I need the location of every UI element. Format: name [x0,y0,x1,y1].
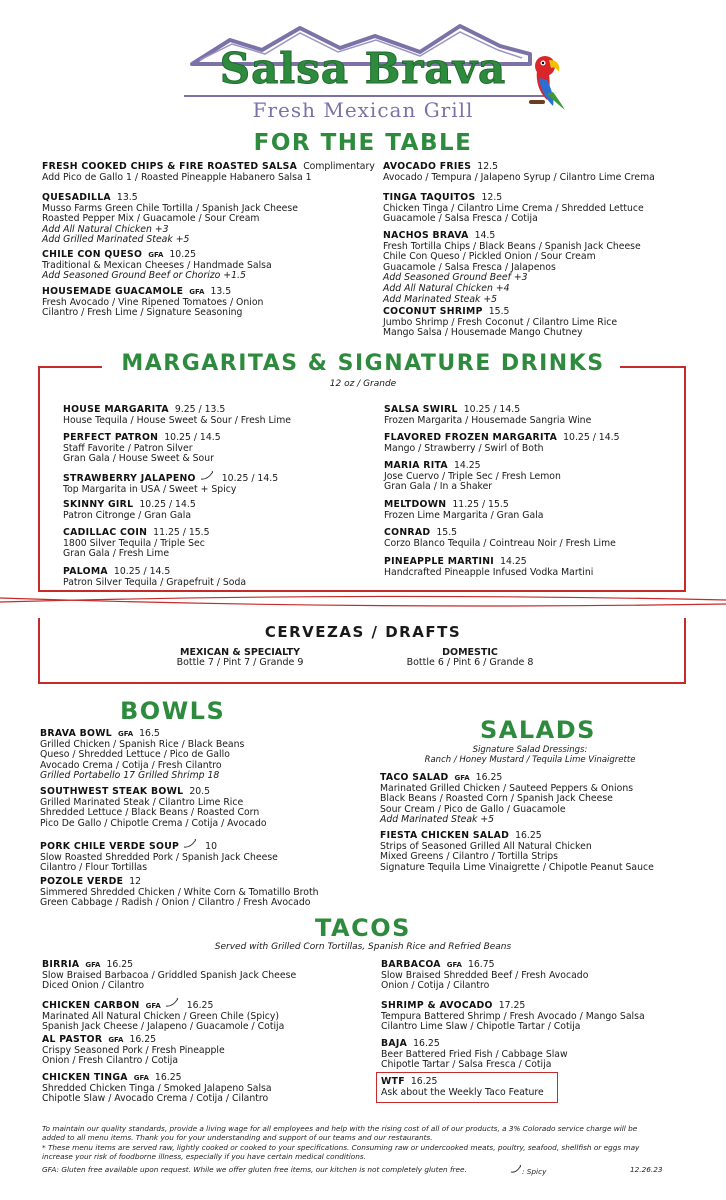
menu-item-name: CADILLAC COIN [63,527,148,538]
menu-item-price: 16.25 [413,1038,440,1049]
menu-item-price: 12.5 [477,161,498,172]
menu-item-description: Shredded Chicken Tinga / Smoked Jalapeno Salsa [42,1082,272,1094]
menu-item [380,773,633,826]
menu-item [63,433,221,465]
menu-item-price: 10.25 [169,249,197,260]
menu-item-name: CHICKEN TINGA [42,1072,128,1083]
pepper-icon [165,998,181,1012]
salad-dressings: Ranch / Honey Mustard / Tequila Lime Vinaigrette [424,755,636,765]
salads-title: SALADS [480,716,596,744]
menu-item [63,567,246,588]
menu-item-price: 10.25 / 14.5 [113,566,171,577]
margaritas-subtitle: 12 oz / Grande [329,379,397,389]
menu-item-description: Green Cabbage / Radish / Onion / Cilantro / Fresh Avocado [40,897,311,909]
menu-item-description: Cilantro Lime Slaw / Chipotle Tartar / Cotija [381,1021,581,1033]
menu-item-description: 1800 Silver Tequila / Triple Sec [63,537,205,549]
menu-item-description: Fresh Avocado / Vine Ripened Tomatoes / Onion [42,296,264,308]
menu-item-description: Frozen Margarita / Housemade Sangria Wine [384,414,592,426]
menu-item-price: Complimentary [303,161,375,172]
menu-item-addon: Add All Natural Chicken +3 [42,223,169,235]
gluten-free-badge: GFA [148,251,164,259]
menu-item-name: WTF [381,1076,405,1087]
menu-item-name: AVOCADO FRIES [383,161,472,172]
menu-item [40,729,244,782]
menu-item-price: 16.25 [129,1034,157,1045]
menu-item-description: Patron Silver Tequila / Grapefruit / Soda [63,576,247,588]
menu-item [384,433,619,454]
menu-item-price: 9.25 / 13.5 [174,404,226,415]
gluten-free-badge: GFA [446,961,462,969]
menu-item-description: Chicken Tinga / Cilantro Lime Crema / Shredded Lettuce [383,202,644,214]
raw-food-note [42,1144,692,1161]
brand-name: Salsa Brava [219,44,507,93]
salad-dressings-title: Signature Salad Dressings: [472,745,588,755]
menu-item-description: House Tequila / House Sweet & Sour / Fresh Lime [63,414,292,426]
gluten-free-note: GFA: Gluten free available upon request. While we offer gluten free items, our kitchen is not completely gluten free. [42,1165,467,1174]
menu-item-name: PINEAPPLE MARTINI [384,556,495,567]
menu-item-price: 10.25 / 14.5 [221,473,279,484]
menu-item [383,193,644,225]
menu-item-price: 10.25 / 14.5 [139,499,196,510]
menu-item-name: SHRIMP & AVOCADO [381,1000,493,1011]
menu-date: 12.26.23 [630,1165,663,1174]
gluten-free-badge: GFA [85,961,101,969]
menu-item-addon: Add Marinated Steak +5 [380,814,495,826]
menu-item-description: Musso Farms Green Chile Tortilla / Spanish Jack Cheese [42,202,298,214]
menu-item-description: Chipotle Slaw / Avocado Crema / Cotija / Cilantro [42,1093,269,1105]
menu-item-price: 15.5 [436,527,458,538]
menu-item [63,471,278,495]
menu-item-description: Top Margarita in USA / Sweet + Spicy [63,483,237,495]
menu-item-description: Corzo Blanco Tequila / Cointreau Noir / Fresh Lime [384,537,616,549]
menu-item-price: 16.25 [410,1076,438,1087]
mexican-specialty-title: MEXICAN & SPECIALTY [180,647,300,658]
menu-item-description: Grilled Chicken / Spanish Rice / Black Beans [40,738,245,750]
menu-item-price: 16.25 [186,1000,214,1011]
menu-item-addon: Add Seasoned Ground Beef +3 [383,272,528,284]
menu-item-description: Traditional & Mexican Cheeses / Handmade Salsa [42,259,272,271]
parrot-icon [525,50,573,112]
menu-item-name: BRAVA BOWL [40,728,112,739]
domestic-prices: Bottle 6 / Pint 6 / Grande 8 [406,657,534,668]
menu-item [42,162,375,183]
brand-tagline: Fresh Mexican Grill [252,98,474,122]
mexican-specialty-prices: Bottle 7 / Pint 7 / Grande 9 [176,657,304,668]
menu-item-price: 10 [205,841,218,852]
tacos-title: TACOS [315,914,411,942]
menu-item-description: Crispy Seasoned Pork / Fresh Pineapple [42,1044,225,1056]
menu-item-description: Pico De Gallo / Chipotle Crema / Cotija / Avocado [40,817,267,829]
menu-item-name: HOUSEMADE GUACAMOLE [42,286,184,297]
gluten-free-badge: GFA [189,288,205,296]
menu-item-description: Slow Roasted Shredded Pork / Spanish Jack Cheese [40,851,278,863]
gluten-free-badge: GFA [145,1002,161,1010]
menu-item-description: Chipotle Tartar / Salsa Fresca / Cotija [381,1059,552,1071]
menu-item [383,162,655,183]
menu-item-price: 17.25 [498,1000,526,1011]
menu-item-description: Gran Gala / Fresh Lime [63,548,170,560]
menu-item-price: 12 [129,876,142,887]
menu-item-name: CHICKEN CARBON [42,1000,140,1011]
menu-item-description: Gran Gala / House Sweet & Sour [63,453,214,465]
gluten-free-badge: GFA [133,1074,149,1082]
menu-item-name: PERFECT PATRON [63,432,159,443]
menu-item-price: 10.25 / 14.5 [164,432,221,443]
menu-item [63,528,210,560]
cervezas-title: CERVEZAS / DRAFTS [264,623,462,641]
menu-item-name: QUESADILLA [42,192,111,203]
menu-item-description: Handcrafted Pineapple Infused Vodka Martini [384,566,594,578]
menu-item-description: Mango / Strawberry / Swirl of Both [384,442,544,454]
menu-item-description: Add Pico de Gallo 1 / Roasted Pineapple Habanero Salsa 1 [42,171,312,183]
menu-item-name: SOUTHWEST STEAK BOWL [40,786,184,797]
menu-item [380,831,654,873]
menu-item-description: Simmered Shredded Chicken / White Corn & Tomatillo Broth [40,886,319,898]
menu-item-name: STRAWBERRY JALAPENO [63,473,196,484]
menu-item-price: 16.5 [139,728,160,739]
menu-item-description: Staff Favorite / Patron Silver [63,442,193,454]
margaritas-title: MARGARITAS & SIGNATURE DRINKS [121,351,605,376]
menu-item-description: Avocado / Tempura / Jalapeno Syrup / Cilantro Lime Crema [383,171,655,183]
menu-item-name: AL PASTOR [42,1034,103,1045]
menu-item-price: 16.25 [106,959,134,970]
menu-item-name: FRESH COOKED CHIPS & FIRE ROASTED SALSA [42,161,298,172]
menu-item-description: Queso / Shredded Lettuce / Pico de Gallo [40,749,230,761]
menu-item-name: FIESTA CHICKEN SALAD [380,830,510,841]
menu-item [40,877,318,909]
gluten-free-badge: GFA [454,774,470,782]
menu-item-description: Black Beans / Roasted Corn / Spanish Jack Cheese [380,793,613,805]
menu-item [63,405,291,426]
menu-item-description: Fresh Tortilla Chips / Black Beans / Spanish Jack Cheese [383,240,641,252]
menu-item [384,405,591,426]
menu-item-name: MARIA RITA [384,460,448,471]
menu-item [383,231,641,305]
menu-item [384,500,543,521]
menu-item-description: Strips of Seasoned Grilled All Natural Chicken [380,840,592,852]
menu-item-description: Sour Cream / Pico de Gallo / Guacamole [380,803,566,815]
menu-item-description: Spanish Jack Cheese / Jalapeno / Guacamole / Cotija [42,1021,285,1033]
menu-item-description: Frozen Lime Margarita / Gran Gala [384,509,544,521]
menu-item-price: 16.25 [475,772,503,783]
gluten-free-badge: GFA [117,730,134,738]
menu-item [384,557,593,578]
menu-item-description: Tempura Battered Shrimp / Fresh Avocado / Mango Salsa [381,1010,645,1022]
menu-item-description: Avocado Crema / Cotija / Fresh Cilantro [40,759,222,771]
menu-item-name: FLAVORED FROZEN MARGARITA [384,432,558,443]
menu-item-addon: Add Grilled Marinated Steak +5 [42,234,190,246]
menu-item-description: Signature Tequila Lime Vinaigrette / Chipotle Peanut Sauce [380,861,654,873]
menu-item-description: Diced Onion / Cilantro [42,980,145,992]
menu-item-name: CHILE CON QUESO [42,249,143,260]
wtf-highlight-box [376,1072,558,1103]
menu-item-price: 16.25 [515,830,542,841]
menu-item-price: 16.25 [154,1072,182,1083]
menu-item-description: Cilantro / Flour Tortillas [40,862,148,874]
menu-item-price: 10.25 / 14.5 [463,404,521,415]
menu-item-addon: Add Seasoned Ground Beef or Chorizo +1.5 [42,270,246,282]
menu-item [63,500,196,521]
menu-item-description: Shredded Lettuce / Black Beans / Roasted Corn [40,807,260,819]
menu-item [40,787,267,829]
menu-item-description: Patron Citronge / Gran Gala [63,509,192,521]
menu-item-description: Guacamole / Salsa Fresca / Cotija [383,213,538,225]
menu-item-description: Slow Braised Barbacoa / Griddled Spanish Jack Cheese [42,969,297,981]
raw-note-line-1: * These menu items are served raw, lightly cooked or cooked to your specifications. Consuming raw or undercooked meats, poultry, seafood, shellfish or eggs may [42,1143,640,1152]
logo-underline [184,95,544,97]
menu-item [384,461,561,493]
menu-item-name: BAJA [381,1038,408,1049]
menu-item [42,287,263,319]
menu-item [381,1039,568,1071]
menu-item-description: Jumbo Shrimp / Fresh Coconut / Cilantro Lime Rice [383,316,618,328]
menu-item-price: 14.5 [474,230,496,241]
menu-item-description: Mixed Greens / Cilantro / Tortilla Strips [380,851,559,863]
menu-item-description: Chile Con Queso / Pickled Onion / Sour Cream [383,251,596,263]
menu-item-price: 14.25 [453,460,481,471]
spicy-legend [510,1165,546,1177]
domestic-title: DOMESTIC [442,647,498,658]
menu-item-name: PORK CHILE VERDE SOUP [40,841,180,852]
menu-item [381,960,588,992]
pepper-icon [183,839,199,853]
menu-item [42,193,298,246]
menu-item-description: Grilled Marinated Steak / Cilantro Lime Rice [40,796,244,808]
menu-item-name: CONRAD [384,527,431,538]
menu-item-price: 20.5 [189,786,211,797]
menu-item-price: 10.25 / 14.5 [563,432,620,443]
menu-item-addon: Add All Natural Chicken +4 [383,282,510,294]
menu-item-description: Ask about the Weekly Taco Feature [381,1086,544,1098]
menu-item [42,1035,225,1067]
menu-item [381,1001,645,1033]
menu-item [42,960,296,992]
menu-item-description: Marinated Grilled Chicken / Sauteed Peppers & Onions [380,782,634,794]
menu-item-addon: Add Marinated Steak +5 [383,293,498,305]
logo [170,20,570,125]
menu-item [42,250,272,282]
menu-item-description: Roasted Pepper Mix / Guacamole / Sour Cream [42,213,260,225]
menu-item [40,839,278,874]
menu-item [383,307,617,339]
menu-item-name: POZOLE VERDE [40,876,124,887]
raw-note-line-2: increase your risk of foodborne illness, especially if you have certain medical conditions. [42,1151,367,1161]
pepper-icon [200,471,216,485]
menu-item-name: TINGA TAQUITOS [383,192,476,203]
spicy-legend-label: : Spicy [522,1167,547,1176]
menu-item-name: PALOMA [63,566,108,577]
menu-item-addon: Grilled Portabello 17 Grilled Shrimp 18 [40,770,220,782]
menu-item-name: MELTDOWN [384,499,447,510]
menu-item-description: Beer Battered Fried Fish / Cabbage Slaw [381,1048,568,1060]
menu-item-price: 14.25 [500,556,527,567]
menu-item [384,528,616,549]
menu-item-price: 13.5 [210,286,232,297]
menu-item-name: NACHOS BRAVA [383,230,469,241]
menu-item-name: SKINNY GIRL [63,499,134,510]
menu-item-price: 12.5 [481,192,503,203]
menu-item-price: 16.75 [467,959,495,970]
service-note-line-2: added to all menu items. Thank you for your understanding and support of our teams and our restaurants. [42,1132,433,1142]
menu-item-price: 15.5 [488,306,510,317]
pepper-icon [510,1165,522,1177]
menu-item-name: BIRRIA [42,959,80,970]
gluten-free-badge: GFA [108,1036,124,1044]
divider-swoosh [0,590,726,620]
bowls-title: BOWLS [120,697,226,725]
menu-item-name: BARBACOA [381,959,441,970]
menu-item-description: Cilantro / Fresh Lime / Signature Seasoning [42,307,243,319]
menu-item-price: 13.5 [116,192,138,203]
menu-item-description: Mango Salsa / Housemade Mango Chutney [383,327,583,339]
menu-item-description: Onion / Fresh Cilantro / Cotija [42,1055,179,1067]
service-note-line-1: To maintain our quality standards, provide a living wage for all employees and help with the rising cost of all of our products, a 3% Colorado service charge will be [42,1124,638,1133]
menu-item-price: 11.25 / 15.5 [153,527,210,538]
menu-item-description: Marinated All Natural Chicken / Green Chile (Spicy) [42,1010,280,1022]
menu-item-description: Jose Cuervo / Triple Sec / Fresh Lemon [384,470,561,482]
menu-item-description: Guacamole / Salsa Fresca / Jalapenos [383,261,556,273]
menu-item-price: 11.25 / 15.5 [452,499,509,510]
tacos-subtitle: Served with Grilled Corn Tortillas, Spanish Rice and Refried Beans [214,942,512,952]
menu-item-name: SALSA SWIRL [384,404,458,415]
for-the-table-title: FOR THE TABLE [253,130,473,156]
menu-item [42,1073,272,1105]
menu-item-name: HOUSE MARGARITA [63,404,169,415]
menu-item-name: COCONUT SHRIMP [383,306,483,317]
service-charge-note [42,1125,692,1142]
menu-item-description: Slow Braised Shredded Beef / Fresh Avocado [381,969,589,981]
menu-item-description: Gran Gala / In a Shaker [384,481,493,493]
menu-item [42,998,284,1033]
menu-item-description: Onion / Cotija / Cilantro [381,980,490,992]
menu-item-name: TACO SALAD [380,772,449,783]
